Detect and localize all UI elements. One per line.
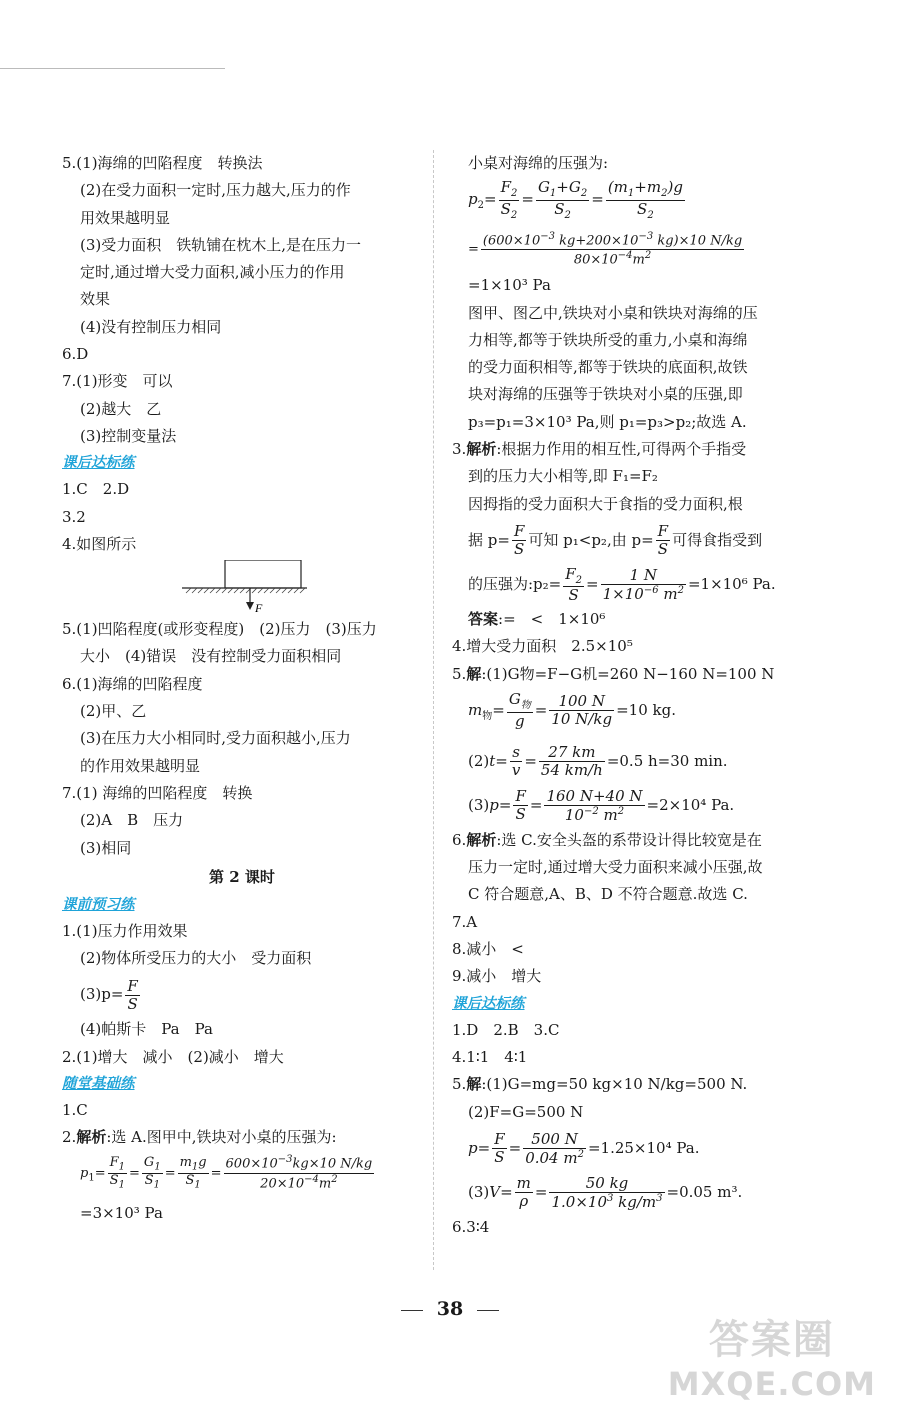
answer-line: 4.增大受力面积 2.5×10⁵ <box>452 637 633 656</box>
formula-text: (3)p= <box>80 985 124 1004</box>
formula-line: p= $\frac{F}{S}$ = $\frac{500 N}{0.04 m^2}$ =1.25×10⁴ Pa. <box>468 1129 700 1167</box>
solution-text: :(1)G=mg=50 kg×10 N/kg=500 N. <box>481 1075 748 1094</box>
answer-line: (2)A B 压力 <box>80 811 184 830</box>
answer-line: 8.减小 < <box>452 940 524 959</box>
answer-line: (2)越大 乙 <box>80 399 162 418</box>
answer-line: (2)在受力面积一定时,压力越大,压力的作 <box>80 181 351 200</box>
solution-tag: 解 <box>466 1075 482 1094</box>
answer-line: 5.(1)凹陷程度(或形变程度) (2)压力 (3)压力 <box>62 620 377 639</box>
lesson-title: 第 2 课时 <box>209 867 275 886</box>
solution-text: :(1)G物=F−G机=260 N−160 N=100 N <box>481 664 775 683</box>
formula-line: $p_1=$ $\frac{F_1}{S_1}$ = $\frac{G_1}{S_1}$ = $\frac{m_1g}{S_1}$ = $\frac{600\times 10^{-3}kg\times 10 N/kg}{20\times 10^{-4}m^2}$ <box>80 1154 373 1191</box>
formula-line: $p_2=$ $\frac{F_2}{S_2}$ = $\frac{G_1+G_2}{S_2}$ = $\frac{(m_1+m_2)g}{S_2}$ <box>468 178 683 221</box>
column-divider <box>433 150 434 1270</box>
formula-line: 据 p= $\frac{F}{S}$ 可知 p₁<p₂,由 p= $\frac{F}{S}$ 可得食指受到 <box>468 522 763 559</box>
answer-line: (3)控制变量法 <box>80 426 177 445</box>
answer-line: 6.D <box>62 345 89 364</box>
watermark-logo-text: 答案圈 <box>708 1317 835 1363</box>
force-label: F <box>255 601 263 616</box>
right-column <box>452 150 814 1241</box>
answer-line: 效果 <box>80 290 111 309</box>
answer-line: 的受力面积相等,都等于铁块的底面积,故铁 <box>468 358 748 377</box>
answer-line: 1.C <box>62 1101 88 1120</box>
answer-line: (4)帕斯卡 Pa Pa <box>80 1020 213 1039</box>
analysis-tag: 解析 <box>466 440 497 459</box>
formula-text: =2×10⁴ Pa. <box>646 795 735 814</box>
answer-line: 大小 (4)错误 没有控制受力面积相同 <box>80 647 342 666</box>
formula-line: $m_物=$ $\frac{G_物}{g}$ = $\frac{100 N}{10 N/kg}$ =10 kg. <box>468 690 676 730</box>
formula-text: =1.25×10⁴ Pa. <box>587 1138 700 1157</box>
answer-line: 1.D 2.B 3.C <box>452 1020 560 1039</box>
answer-line: 块对海绵的压强等于铁块对小桌的压强,即 <box>468 385 743 404</box>
answer-line: 5.(1)海绵的凹陷程度 转换法 <box>62 154 263 172</box>
answer-line: 9.减小 增大 <box>452 967 542 986</box>
watermark <box>668 1308 876 1403</box>
force-diagram-svg <box>62 560 422 616</box>
answer-line: (3)在压力大小相同时,受力面积越小,压力 <box>80 729 351 748</box>
page-number-dash <box>477 1310 499 1311</box>
answer-line: 定时,通过增大受力面积,减小压力的作用 <box>80 263 345 282</box>
formula-text: 据 p= <box>468 530 510 549</box>
analysis-tag: 解析 <box>76 1128 107 1147</box>
formula-line: (3)p= $\frac{F}{S}$ = $\frac{160 N+40 N}{10^{-2} m^2}$ =2×10⁴ Pa. <box>468 786 735 824</box>
answer-line: 7.(1) 海绵的凹陷程度 转换 <box>62 783 253 802</box>
answer-line: (2)F=G=500 N <box>468 1102 584 1121</box>
answer-line: 7.(1)形变 可以 <box>62 372 173 391</box>
answer-line: 压力一定时,通过增大受力面积来减小压强,故 <box>468 858 763 877</box>
answer-line: 2.解析:选 A.图甲中,铁块对小桌的压强为: <box>62 1128 337 1147</box>
answer-line: 6.解析:选 C.安全头盔的系带设计得比较宽是在 <box>452 830 762 849</box>
watermark-url: MXQE.COM <box>667 1365 876 1403</box>
answer-line: 小桌对海绵的压强为: <box>468 154 609 172</box>
formula-line: = $\frac{(600\times 10^{-3} kg+200\times 10^{-3} kg)\times 10 N/kg}{80\times 10^{-4}m^2}$ <box>468 231 743 268</box>
answer-line: C 符合题意,A、B、D 不符合题意.故选 C. <box>468 885 748 904</box>
answer-line: =3×10³ Pa <box>80 1204 163 1223</box>
surface-hatching <box>186 588 305 593</box>
answer-line: =1×10³ Pa <box>468 276 551 295</box>
force-diagram <box>62 560 422 616</box>
formula-text: =10 kg. <box>616 700 676 719</box>
formula-text: =1×10⁶ Pa. <box>687 574 776 593</box>
answer-text: := < 1×10⁶ <box>498 609 606 628</box>
analysis-text: :选 C.安全头盔的系带设计得比较宽是在 <box>496 830 762 849</box>
question-number: 3. <box>452 440 467 459</box>
formula-text: 可知 p₁<p₂,由 p= <box>528 530 654 549</box>
force-arrowhead <box>246 602 254 610</box>
formula-line: (2)t= $\frac{s}{v}$ = $\frac{27 km}{54 km/h}$ =0.5 h=30 min. <box>468 743 728 780</box>
header-rule <box>0 68 225 69</box>
answer-line: 到的压力大小相等,即 F₁=F₂ <box>468 467 658 486</box>
solution-tag: 解 <box>466 664 482 683</box>
formula-line <box>62 972 422 1016</box>
answer-line: (3)相同 <box>80 838 132 857</box>
answer-line: 3.2 <box>62 507 86 526</box>
fraction: $\frac{F}{S}$ <box>127 976 138 1013</box>
page-number-dash <box>401 1310 423 1311</box>
answer-line: 5.解:(1)G=mg=50 kg×10 N/kg=500 N. <box>452 1075 748 1094</box>
formula-text: =0.5 h=30 min. <box>606 751 728 770</box>
answer-line: 4.如图所示 <box>62 534 137 553</box>
section-heading: 课后达标练 <box>62 455 135 472</box>
formula-text: 的压强为:p₂= <box>468 574 562 593</box>
answer-tag: 答案 <box>468 609 499 628</box>
answer-line <box>452 606 814 633</box>
answer-line <box>452 436 814 463</box>
section-heading: 课前预习练 <box>62 896 135 913</box>
answer-line: 2.(1)增大 减小 (2)减小 增大 <box>62 1047 284 1066</box>
page-number-text: 38 <box>436 1298 464 1320</box>
analysis-text: :选 A.图甲中,铁块对小桌的压强为: <box>106 1128 337 1147</box>
analysis-tag: 解析 <box>466 830 497 849</box>
answer-line: 6.(1)海绵的凹陷程度 <box>62 674 203 693</box>
section-heading: 随堂基础练 <box>62 1076 135 1093</box>
block <box>225 560 301 588</box>
answer-line: p₃=p₁=3×10³ Pa,则 p₁=p₃>p₂;故选 A. <box>468 412 747 431</box>
formula-text: 可得食指受到 <box>672 530 763 549</box>
answer-line: 图甲、图乙中,铁块对小桌和铁块对海绵的压 <box>468 303 758 322</box>
formula-text: =0.05 m³. <box>666 1182 743 1201</box>
answer-line: 5.解:(1)G物=F−G机=260 N−160 N=100 N <box>452 664 775 683</box>
answer-line: 的作用效果越明显 <box>80 756 201 775</box>
answer-line: (2)甲、乙 <box>80 702 147 721</box>
formula-line: 的压强为:p₂= $\frac{F_2}{S}$ = $\frac{1 N}{1\times 10^{-6} m^2}$ =1×10⁶ Pa. <box>468 564 776 605</box>
answer-line: 用效果越明显 <box>80 208 171 227</box>
answer-line: 1.C 2.D <box>62 480 130 499</box>
answer-line: 力相等,都等于铁块所受的重力,小桌和海绵 <box>468 330 748 349</box>
formula-line: (3)V= $\frac{m}{\rho}$ = $\frac{50 kg}{1.0\times 10^3 kg/m^3}$ =0.05 m³. <box>468 1173 743 1211</box>
answer-line: (3)受力面积 铁轨铺在枕木上,是在压力一 <box>80 235 362 254</box>
answer-line: (2)物体所受压力的大小 受力面积 <box>80 949 312 968</box>
section-heading: 课后达标练 <box>452 995 525 1012</box>
answer-line: 4.1∶1 4∶1 <box>452 1047 528 1066</box>
answer-line: (4)没有控制压力相同 <box>80 317 222 336</box>
answer-line: 7.A <box>452 912 478 931</box>
analysis-text: :根据力作用的相互性,可得两个手指受 <box>496 440 747 459</box>
answer-line: 因拇指的受力面积大于食指的受力面积,根 <box>468 494 743 513</box>
answer-line: 1.(1)压力作用效果 <box>62 921 188 940</box>
answer-line: 6.3∶4 <box>452 1217 490 1236</box>
left-column <box>62 150 422 1228</box>
